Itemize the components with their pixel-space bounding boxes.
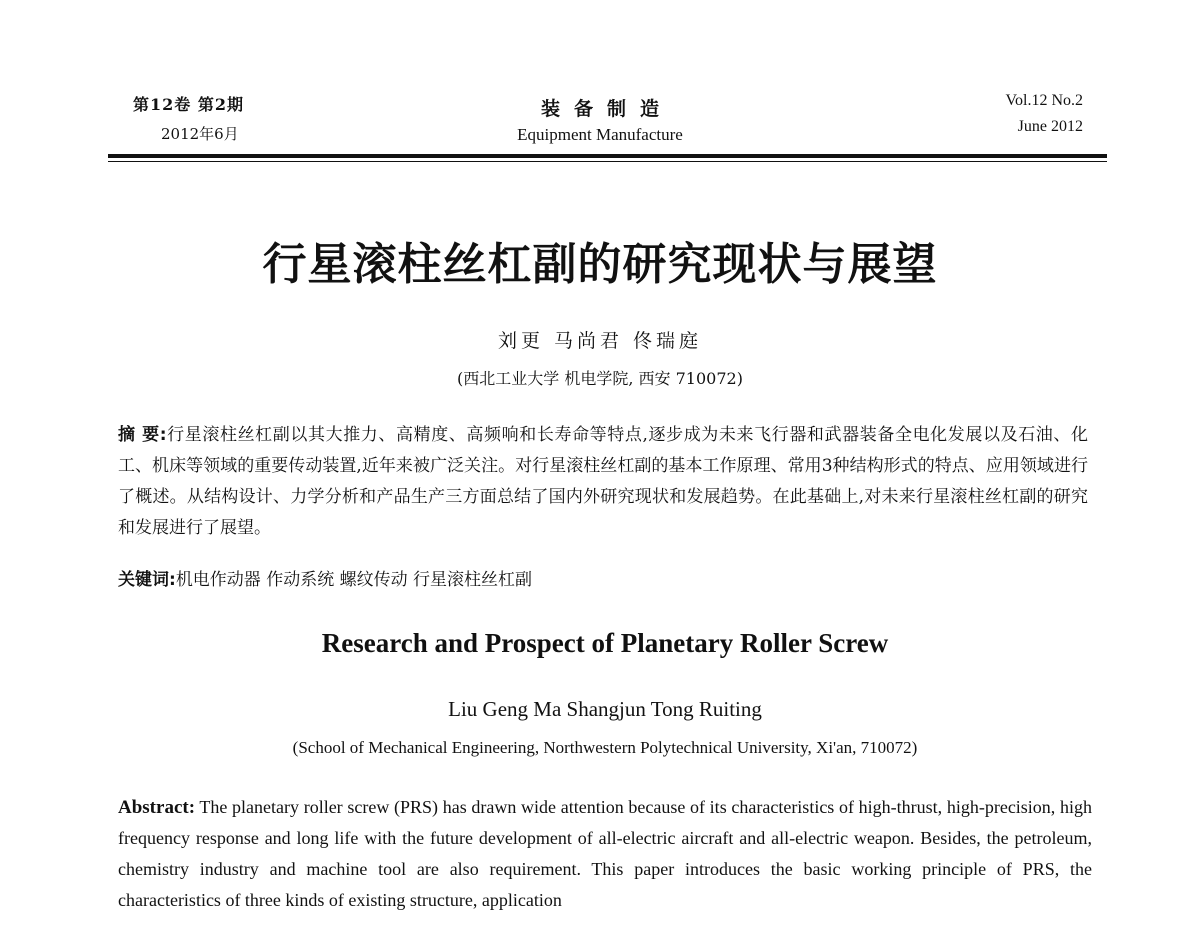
authors-en: Liu Geng Ma Shangjun Tong Ruiting [448,697,762,721]
abstract-cn-label: 摘 要: [118,425,167,445]
journal-name-cn: 装备制造 [540,98,673,120]
date-cn: 2012年6月 [161,125,239,143]
affiliation-cn: (西北工业大学 机电学院, 西安 710072) [457,369,743,388]
authors-cn: 刘更 马尚君 佟瑞庭 [497,330,703,352]
keywords-cn-text: 机电作动器 作动系统 螺纹传动 行星滚柱丝杠副 [175,570,533,590]
title-en: Research and Prospect of Planetary Roller Screw [321,628,889,658]
abstract-en-text: The planetary roller screw (PRS) has drawn wide attention because of its characteristics of high-thrust, high-precision, high frequency response and long life with the future development of all-electric aircraft and all-electric weapon. Besides, the petroleum, chemistry industry and machine tool are also requirement. This paper introduces the basic working principle of PRS, the characteristics of three kinds of existing structure, application [118,797,1092,910]
volume-issue-en: Vol.12 No.2 [1005,92,1083,109]
affiliation-en: (School of Mechanical Engineering, Northwestern Polytechnical University, Xi'an, 710072) [292,738,918,757]
header-right [863,92,1083,136]
title-cn: 行星滚柱丝杠副的研究现状与展望 [262,239,938,290]
volume-issue-cn: 第12卷 第2期 [133,95,244,114]
keywords-cn [118,565,1088,590]
abstract-en [118,792,1092,916]
header-rule-thin [108,161,1107,162]
header-rule-thick [108,154,1107,158]
abstract-cn-text: 行星滚柱丝杠副以其大推力、高精度、高频响和长寿命等特点,逐步成为未来飞行器和武器装备全电化发展以及石油、化工、机床等领域的重要传动装置,近年来被广泛关注。对行星滚柱丝杠副的基本工作原理、常用3种结构形式的特点、应用领域进行了概述。从结构设计、力学分析和产品生产三方面总结了国内外研究现状和发展趋势。在此基础上,对未来行星滚柱丝杠副的研究和发展进行了展望。 [118,425,1089,538]
abstract-cn [118,420,1088,544]
header-center [440,94,760,145]
journal-name-en: Equipment Manufacture [517,125,683,144]
abstract-en-label: Abstract: [118,797,196,818]
date-en: June 2012 [1017,118,1083,135]
header-left [133,92,333,144]
keywords-cn-label: 关键词: [118,570,176,590]
